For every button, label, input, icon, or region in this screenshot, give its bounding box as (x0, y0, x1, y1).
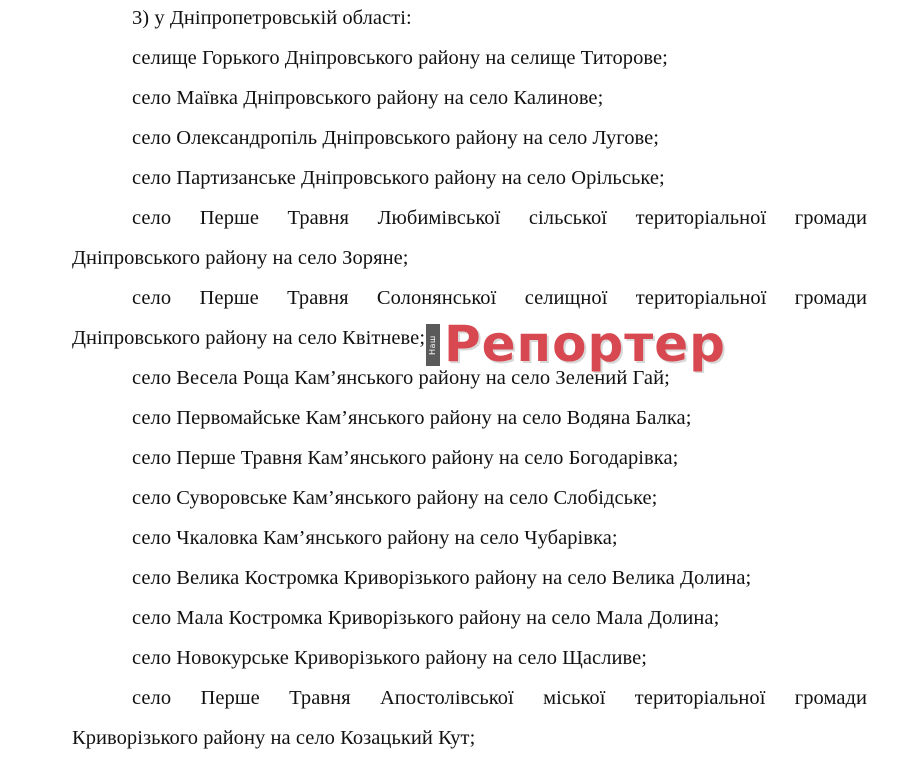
list-item-text: село Первомайське Кам’янського району на село Водяна Балка; (132, 407, 692, 429)
list-item-text: село Олександропіль Дніпровського району на село Лугове; (132, 127, 660, 149)
list-item-text: село Весела Роща Кам’янського району на село Зелений Гай; (132, 367, 670, 389)
list-item-line: село Перше Травня Апостолівської міської територіальної громади (132, 687, 867, 709)
list-item (72, 518, 867, 558)
list-item-text: село Велика Костромка Криворізького району на село Велика Долина; (132, 567, 752, 589)
list-item-text: село Чкаловка Кам’янського району на село Чубарівка; (132, 527, 618, 549)
list-item (72, 678, 867, 758)
list-item-text: село Перше Травня Кам’янського району на село Богодарівка; (132, 447, 679, 469)
list-item-text: село Маївка Дніпровського району на село Калинове; (132, 87, 604, 109)
list-item (72, 118, 867, 158)
watermark-text: Репортер (444, 315, 726, 373)
list-item-text: селище Горького Дніпровського району на селище Титорове; (132, 47, 668, 69)
list-item-line: Криворізького району на село Козацький Кут; (72, 727, 476, 749)
list-item-line: село Перше Травня Любимівської сільської територіальної громади (132, 207, 867, 229)
list-item (72, 78, 867, 118)
list-item (72, 38, 867, 78)
section-heading (72, 0, 867, 38)
list-item (72, 438, 867, 478)
list-item-line: Дніпровського району на село Квітневе; (72, 327, 426, 349)
list-item (72, 358, 867, 398)
list-item (72, 278, 867, 358)
list-item-line: Дніпровського району на село Зоряне; (72, 247, 409, 269)
list-item (72, 198, 867, 278)
list-item-text: село Партизанське Дніпровського району на село Орільське; (132, 167, 665, 189)
list-item (72, 158, 867, 198)
list-item (72, 598, 867, 638)
list-item-text: село Новокурське Криворізького району на село Щасливе; (132, 647, 647, 669)
list-item (72, 558, 867, 598)
section-heading-text: 3) у Дніпропетровській області: (132, 7, 412, 29)
watermark-side-label: Наш (426, 324, 440, 366)
list-item-text: село Мала Костромка Криворізького району на село Мала Долина; (132, 607, 720, 629)
list-item (72, 478, 867, 518)
list-item (72, 638, 867, 678)
list-item (72, 398, 867, 438)
list-item-line: село Перше Травня Солонянської селищної територіальної громади (132, 287, 867, 309)
list-item-text: село Суворовське Кам’янського району на село Слобідське; (132, 487, 658, 509)
